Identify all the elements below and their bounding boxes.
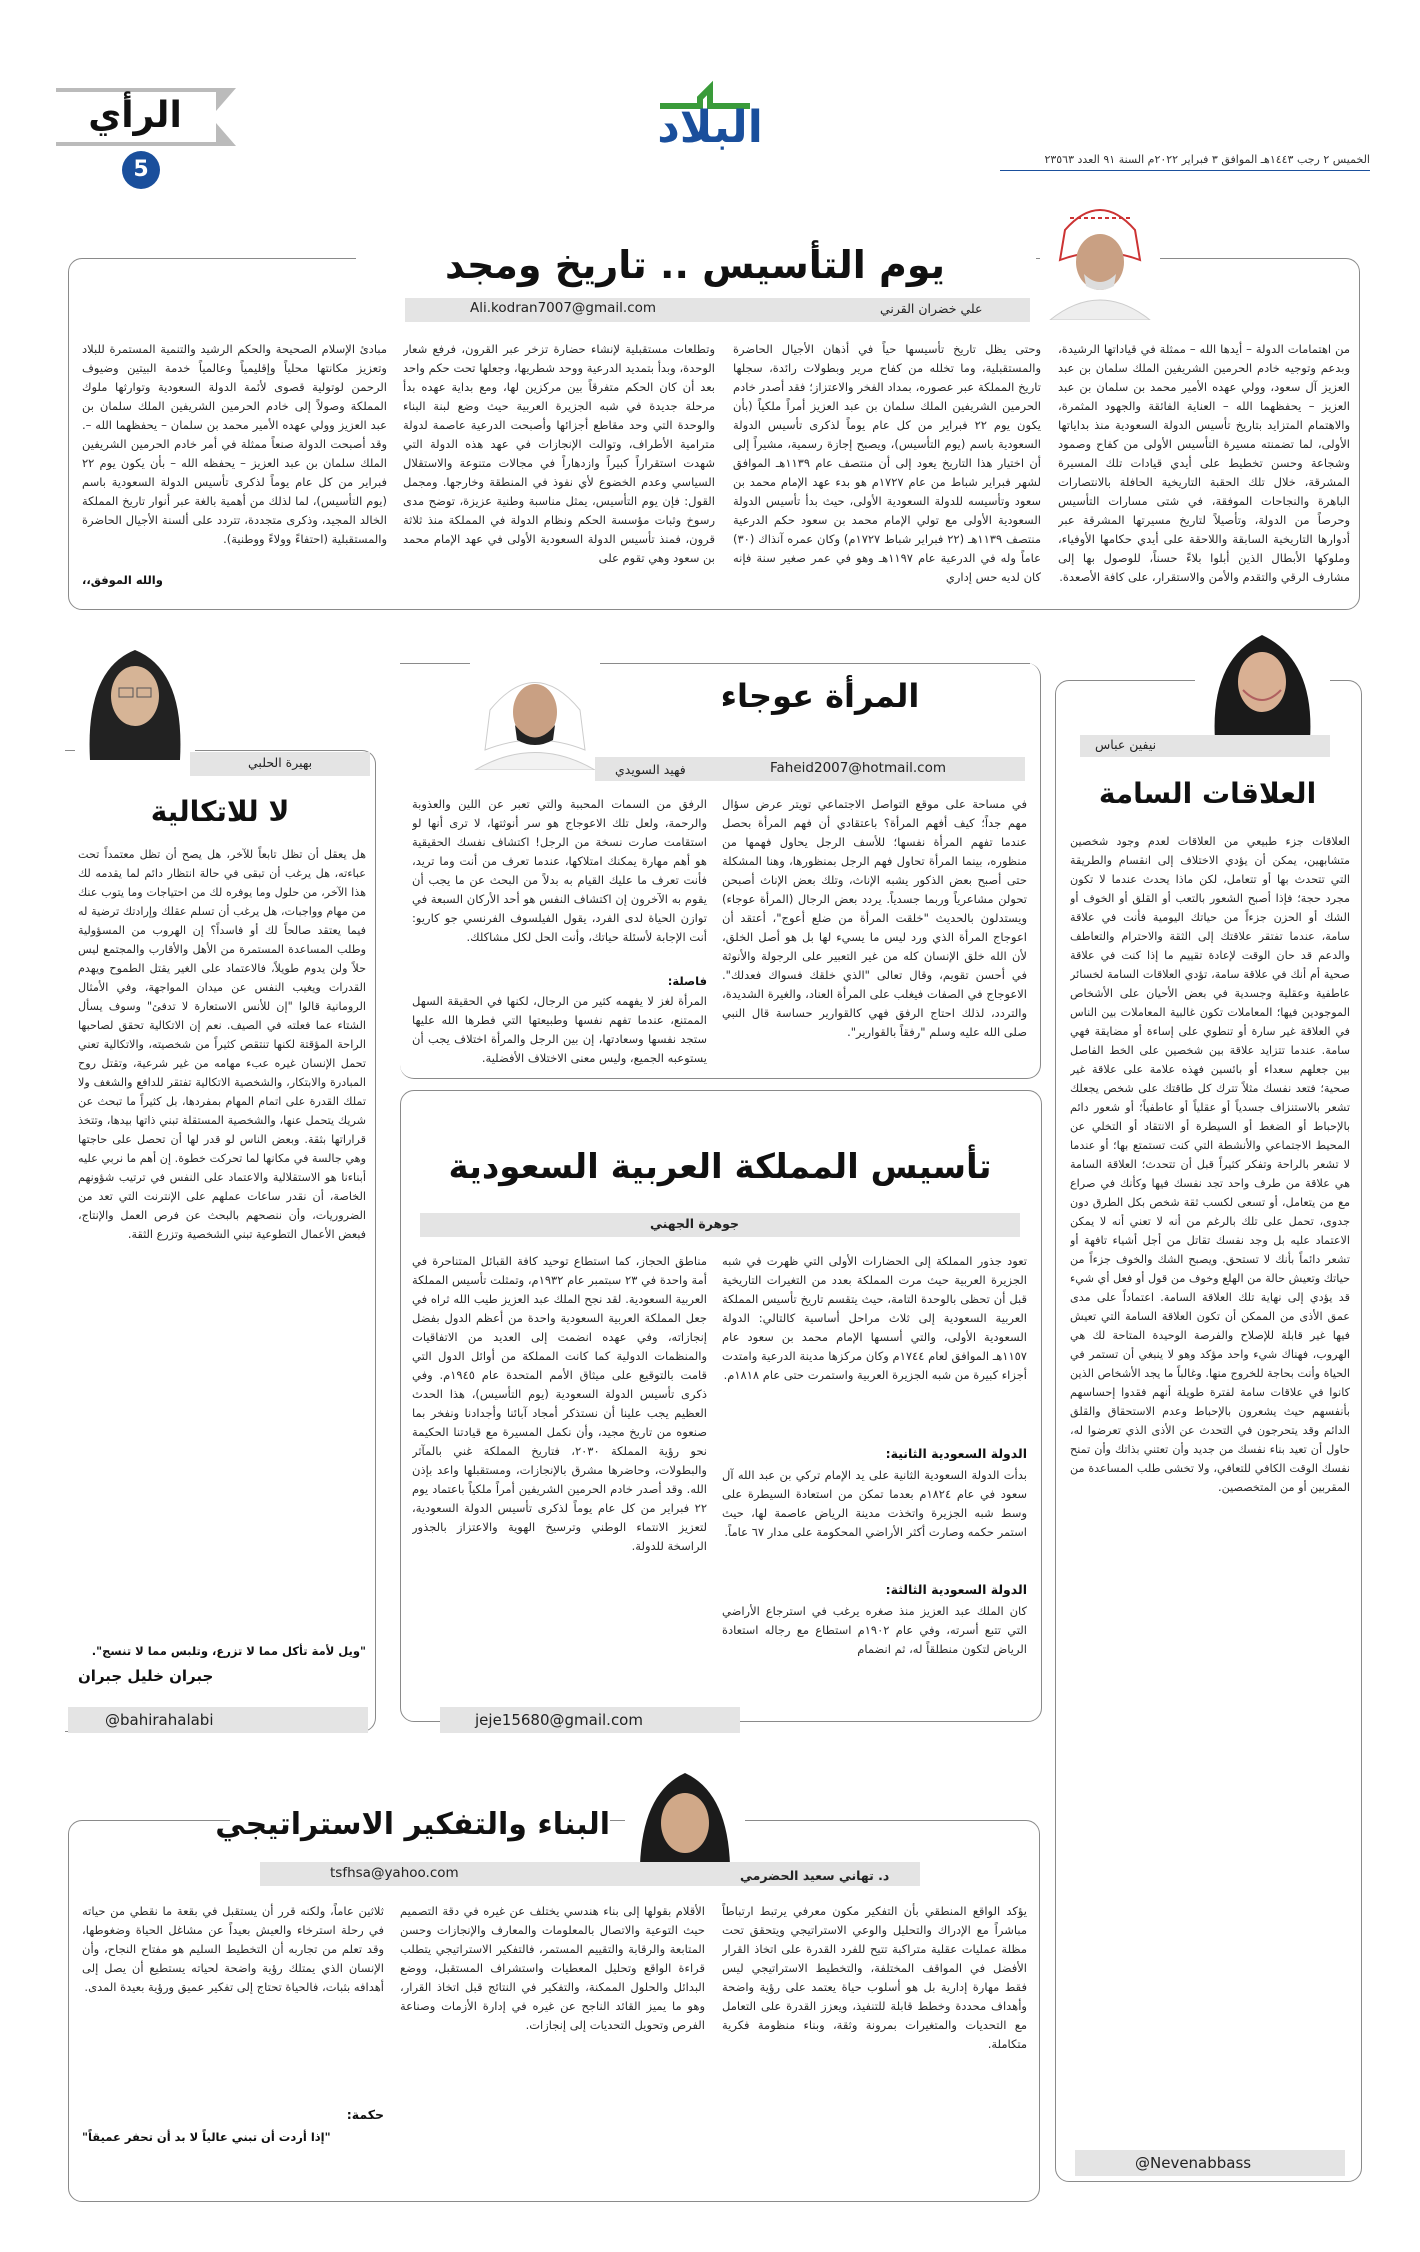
mid-sub-2: الدولة السعودية الثالثة: bbox=[885, 1582, 1027, 1597]
lead-email: Ali.kodran7007@gmail.com bbox=[470, 300, 657, 316]
center-col-1: في مساحة على موقع التواصل الاجتماعي تويتر عرض سؤال مهم جداً؛ كيف أفهم المرأة؟ باعتقادي أن فهم المرأة بحصل عندما تفهم المرأة نفسها؛ للأسف الرجل يحاول فهمها من منظوره، بينما المرأة تحاول فهم الرجل بمنظورها، وهنا المشكلة حتى أصبح بعض الذكور يشبه الإناث، وتلك بعض الإناث أصبحن تحولن مشاعرياً وربما جسدياً. يردد بعض الرجال (المرأة عوجاء) ويستدلون بالحديث "خلقت المرأة من ضلع أعوج"، أعتقد أن اعوجاج المرأة الذي ورد ليس ما يسيء لها بل هو أصل الخلق، لأن الله خلق الإنسان كله من غير التعبير على الرجولة والأنوثة في أحسن تقويم، وقال تعالى "الذي خلقك فسواك فعدلك". الاعوجاج في الصفات فيغلب على المرأة العناد، والغيرة الشديدة، والتردد، لذلك احتاج الرفق فهي كالقوارير حساسة قال النبي صلى الله عليه وسلم "رفقاً بالقوارير". bbox=[722, 797, 1027, 1039]
lead-closing: والله الموفق،، bbox=[82, 573, 163, 587]
lead-col-1: من اهتمامات الدولة – أيدها الله – ممثلة في قياداتها الرشيدة، وبدعم وتوجيه خادم الحرمين الشريفين الملك سلمان بن عبد العزيز آل سعود، وولي عهده الأمير محمد بن سلمان بن عبد العزيز – يحفظهما الله – العناية الفائقة والجهود المثمرة، والاهتمام المتزايد بتاريخ تأسيس الدولة السعودية منذ بداياتها الأولى، لما تضمنته مسيرة التأسيس الأولى من كفاح وصمود وشجاعة وحسن تخطيط على أيدي قيادات تلك المسيرة المشرقة، خلال تلك الحقبة التاريخية الحافلة بالانتصارات الباهرة والنجاحات الموفقة، في شتى مسارات التأسيس وحرصاً من الدولة، وتأصيلاً لتاريخ مسيرتها المشرقة عبر أدوارها التاريخية السابقة واللاحقة على أيدي حكامها الأوفياء، وملوكها الأبطال الذين أبلوا بلاءً حسناً، للوصول بها إلى مشارف الرقي والتقدم والأمن والاستقرار، على كافة الأصعدة. bbox=[1058, 342, 1350, 584]
mid-email: jeje15680@gmail.com bbox=[475, 1711, 643, 1729]
center-email: Faheid2007@hotmail.com bbox=[770, 760, 946, 776]
right-title: العلاقات السامة bbox=[1098, 777, 1317, 810]
center-title: المرأة عوجاء bbox=[720, 677, 920, 715]
left-handle: @bahirahalabi bbox=[105, 1711, 214, 1729]
bottom-quote: "إذا أردت أن تبني عالياً لا بد أن تحفر عميقاً" bbox=[82, 2130, 331, 2144]
left-author-photo bbox=[75, 630, 195, 760]
section-title: الرأي bbox=[88, 95, 182, 136]
center-col-2b: المرأة لغز لا يفهمه كثير من الرجال، لكنها في الحقيقة السهل الممتنع، عندما تفهم نفسها وطبيعتها التي فطرها الله عليها ستجد نفسها وسعادتها، إن بين الرجل والمرأة اختلاف يجب أن يستوعبه الجميع، وليس معنى الاختلاف الأفضلية. bbox=[412, 994, 707, 1065]
date-line: الخميس ٢ رجب ١٤٤٣هـ الموافق ٣ فبراير ٢٠٢٢م السنة ٩١ العدد ٢٣٥٦٣ bbox=[1044, 153, 1370, 166]
left-quote: "ويل لأمة تأكل مما لا تزرع، وتلبس مما لا تنسج". bbox=[91, 1644, 366, 1658]
left-body: هل يعقل أن تظل تابعاً للآخر، هل يصح أن تظل معتمداً تحت عباءته، هل يرغب أن تبقى في حالة انتظار دائم لما يقدمه لك هذا الآخر، من حلول وما يوفره لك من احتياجات وما يتوب عنك من مهام وواجبات، هل يرغب أن تسلم عقلك وإرادتك ترضية له فيما يعتقد صالحاً لك أو فاسداً؟ إن الهروب من المسؤولية وطلب المساعدة المستمرة من الأهل والأقارب والمجتمع ليس حلاً ولن يدوم طويلاً، فالاعتماد على الغير يقتل الطموح ويهدم القدرات ويغيب النفس عن ميدان المواجهة، وفي الأمثال الرومانية قالوا "إن للأنس الاستعارة لا تدفئ" وسوف يسأل الشتاء عما فعلته في الصيف. نعم إن الاتكالية تحقق لصاحبها الراحة المؤقتة لكنها تنتقص كثيراً من شخصيته، والاتكالية تعني تحمل الإنسان غيره عبء مهامه من غير شرعية، وتقتل روح المبادرة والابتكار، والشخصية الاتكالية تفتقر للدافع والشغف ولا تملك القدرة على اتمام المهام بمفردها، بل كثيراً ما تبحث عن شريك يتحمل عنها، والشخصية المستقلة تبني ذاتها بيدها، وتتخذ قراراتها بثقة. وبعض الناس لو قدر لها أن تحصل على حاجتها وهي جالسة في مكانها لما تحركت خطوة. إن أهم ما نربي عليه أبناءنا هو الاستقلالية والاعتماد على النفس في ترتيب شؤونهم الخاصة، أن نقدر ساعات عملهم على الإنترنت التي تعد من الضروريات، وأن ننصحهم بالبحث عن فرص العمل والإنتاج، فبعض الأعمال التطوعية تبني الشخصية وتزرع الثقة. bbox=[78, 848, 366, 1241]
mid-sub-1: الدولة السعودية الثانية: bbox=[885, 1446, 1027, 1461]
mid-author: جوهرة الجهني bbox=[650, 1216, 740, 1231]
page-number-badge: 5 bbox=[122, 151, 160, 189]
date-rule bbox=[1000, 170, 1370, 171]
lead-col-2: وحتى يظل تاريخ تأسيسها حياً في أذهان الأجيال الحاضرة والمستقبلية، وما تخلله من كفاح مرير وبطولات رائدة، سجلها تاريخ المملكة عبر عصوره، بمداد الفخر والاعتزاز؛ فقد أصدر خادم الحرمين الشريفين الملك سلمان بن عبد العزيز أمراً ملكياً (بأن يكون يوم ٢٢ فبراير من كل عام يوماً لذكرى تأسيس الدولة السعودية باسم (يوم التأسيس)، ويصبح إجازة رسمية، مشيراً إلى أن اختيار هذا التاريخ يعود إلى أن منتصف عام ١١٣٩هـ الموافق لشهر فبراير شباط من عام ١٧٢٧م هو بدء عهد الإمام محمد بن سعود وتأسيسه للدولة السعودية الأولى، حيث بدأ تأسيس الدولة السعودية الأولى مع تولي الإمام محمد بن سعود حكم الدرعية منتصف ١١٣٩هـ (٢٢ فبراير شباط ١٧٢٧م) وكان عمره آنذاك (٣٠) عاماً وله في الدرعية عام ١١٩٧هـ وهو في عمر صغير سنة فإنه كان لديه حس إداري bbox=[733, 342, 1041, 584]
lead-col-4: مبادئ الإسلام الصحيحة والحكم الرشيد والتنمية المستمرة للبلاد وتعزيز مكانتها محلياً وإقليمياً وعالمياً خدمة البيتين وضيوف الرحمن لوتولية قصوى لأئمة الدولة السعودية وتوارثها ملوك المملكة وصولاً إلى خادم الحرمين الشريفين الملك سلمان بن عبد العزيز وولي عهده الأمير محمد بن سلمان – يحفظهما الله –. وقد أصبحت الدولة صنعاً ممثلة في أمر خادم الحرمين الشريفين الملك سلمان بن عبد العزيز – يحفظه الله – بأن يكون يوم ٢٢ فبراير من كل عام يوماً لذكرى تأسيس الدولة السعودية باسم (يوم التأسيس)، لما لذلك من أهمية بالغة عبر أنوار تاريخ المملكة الخالد المجيد، وذكرى متجددة، تتردد على ألسنة الأجيال الحاضرة والمستقبلية (احتفاءً وولاءً ووطنية). bbox=[82, 342, 387, 546]
lead-author: علي خضران القرني bbox=[880, 301, 983, 316]
mid-col-1: تعود جذور المملكة إلى الحضارات الأولى التي ظهرت في شبه الجزيرة العربية حيث مرت المملكة بعدد من التغيرات التاريخية قبل أن تحظى بالوحدة التامة، حيث يتقسم تاريخ تأسيس المملكة العربية السعودية إلى ثلاث مراحل أساسية كالتالي: الدولة السعودية الأولى، والتي أسسها الإمام محمد بن سعود عام ١١٥٧هـ الموافق لعام ١٧٤٤م وكان مركزها مدينة الدرعية وامتدت أجزاء كبيرة من شبه الجزيرة العربية واستمرت حتى عام ١٨١٨م. bbox=[722, 1254, 1027, 1382]
bottom-sub-1: حكمة: bbox=[346, 2107, 384, 2122]
logo-text: البلاد bbox=[657, 102, 763, 150]
right-author-photo bbox=[1195, 620, 1330, 740]
mid-col-2: مناطق الحجاز، كما استطاع توحيد كافة القبائل المتناحرة في أمة واحدة في ٢٣ سبتمبر عام ١٩٣٢م، وتمثلت تأسيس المملكة العربية السعودية. لقد نجح الملك عبد العزيز طيب الله ثراه في جعل المملكة العربية السعودية واحدة من أعظم الدول بفضل إنجازاته، وفي عهده انضمت إلى العديد من الاتفاقيات والمنظمات الدولية كما كانت المملكة من أوائل الدول التي قامت بالتوقيع على ميثاق الأمم المتحدة عام ١٩٤٥م. وفي ذكرى تأسيس الدولة السعودية (يوم التأسيس)، هذا الحدث العظيم يجب علينا أن نستذكر أمجاد آبائنا وأجدادنا ونفخر بما صنعوه من تاريخ مجيد، وأن نكمل المسيرة مع قيادتنا الحكيمة نحو رؤية المملكة ٢٠٣٠، فتاريخ المملكة غني بالمآثر والبطولات، وحاضرها مشرق بالإنجازات، ومستقبلها واعد بإذن الله. وقد أصدر خادم الحرمين الشريفين أمراً ملكياً باعتماد يوم ٢٢ فبراير من كل عام يوماً لذكرى تأسيس الدولة السعودية، لتعزيز الانتماء الوطني وترسيخ الهوية والاعتزاز بالجذور الراسخة للدولة. bbox=[412, 1254, 707, 1553]
center-sub-1: فاصلة: bbox=[667, 974, 707, 988]
mid-col-1b: بدأت الدولة السعودية الثانية على يد الإمام تركي بن عبد الله آل سعود في عام ١٨٢٤م بعدما تمكن من استعادة السيطرة على وسط شبه الجزيرة واتخذت مدينة الرياض عاصمة لها، حيث استمر حكمه وصارت أكثر الأراضي المحكومة على مدار ٦٧ عاماً. bbox=[722, 1468, 1027, 1539]
bottom-title: البناء والتفكير الاستراتيجي bbox=[230, 1800, 610, 1850]
mid-title: تأسيس المملكة العربية السعودية bbox=[448, 1147, 992, 1187]
bottom-col-3: ثلاثين عاماً، ولكنه قرر أن يستقبل في بقعة ما نقطي من حياته في رحلة استرخاء والعيش بعيداً عن مشاغل الحياة وضغوطها، وقد تعلم من تجاربه أن التخطيط السليم هو مفتاح النجاح، وأن الإنسان الذي يمتلك رؤية واضحة لحياته يستطيع أن يصل إلى أهدافه بثبات، فالحياة تحتاج إلى تفكير عميق ورؤية بعيدة المدى. bbox=[82, 1904, 384, 1994]
center-author-photo bbox=[470, 650, 600, 770]
logo bbox=[640, 78, 780, 150]
left-author: بهيرة الحلبي bbox=[248, 755, 313, 770]
lead-author-photo bbox=[1040, 190, 1160, 320]
bottom-author: د. تهاني سعيد الحضرمي bbox=[740, 1868, 890, 1883]
right-handle: @Nevenabbass bbox=[1135, 2154, 1252, 2172]
left-quote-by: جبران خليل جبران bbox=[78, 1667, 214, 1685]
center-author: فهيد السويدي bbox=[615, 762, 686, 777]
bottom-col-1: يؤكد الواقع المنطقي بأن التفكير مكون معرفي يرتبط ارتباطاً مباشراً مع الإدراك والتحليل والوعي الاستراتيجي ويتحقق تحت مظلة عمليات عقلية متراكبة تتيح للفرد القدرة على اتخاذ القرار الأفضل في المواقف المختلفة، والتخطيط الاستراتيجي ليس فقط مهارة إدارية بل هو أسلوب حياة يعتمد على رؤية واضحة وأهداف محددة وخطط قابلة للتنفيذ، ويعزز القدرة على التعامل مع التحديات والمتغيرات بمرونة وثقة، وبناء منظومة فكرية متكاملة. bbox=[722, 1904, 1027, 2051]
bottom-email: tsfhsa@yahoo.com bbox=[330, 1865, 459, 1881]
right-body: العلاقات جزء طبيعي من العلاقات لعدم وجود شخصين متشابهين، يمكن أن يؤدي الاختلاف إلى انقسام والطريقة التي تتحدث بها أو تتعامل، لكن ماذا يحدث عندما لا تكون مجرد حجة؛ فإذا أصبح الشعور بالتعب أو القلق أو الخوف أو الشك أو الحزن جزءاً من حياتك اليومية فأنت في علاقة سامة، عندما تفتقر علاقتك إلى الثقة والاحترام والتعاطف والدعم قد حان الوقت لإعادة تقييم ما إذا كنت في علاقة صحية أم أنك في علاقة سامة، تؤدي العلاقات السامة لخسائر عاطفية وعقلية وجسدية في بعض الأحيان على الأشخاص الموجودين فيها؛ المعاملات تكون غالبية المعاملات بين الناس في العلاقة غير سارة أو تنطوي على إساءة أو مضايقة فهي سامة. عندما تتزايد علاقة بين شخصين على الخط الفاصل بين جعلهم سعداء أو بائسين فهذه علامة على علاقة غير صحية؛ فتعد نفسك مثلاً تترك كل طاقتك على شخص يجعلك تشعر بالاستنزاف جسدياً أو عقلياً أو عاطفياً؛ أو شعور دائم بالإحباط أو الضغط أو السيطرة أو الانتقاد أو التخلي عن المحيط الاجتماعي والأنشطة التي كنت تستمتع بها؛ أو عندما لا تشعر بالراحة وتفكر كثيراً قبل أن تتحدث؛ العلاقة السامة هي علاقة من طرف واحد تجد نفسك فيها وكأنك في صراع مع من يتعامل، أو تسعى لكسب ثقة شخص بكل الطرق دون جدوى، تحمل على تلك بالرغم من أنه لا تعني أنه لا يمكن الاعتماد عليه بل وجد نفسك تقاتل من أجل أشياء تافهة أو تشعر دائماً بأنك لا تستحق. ويصبح الشك والخوف جزءاً من حياتك وتعيش حالة من الهلع وخوف من قول أو فعل أي شيء قد يؤدي إلى نهاية تلك العلاقة السامة. اعتماداً على مدى عمق الأذى من الممكن أن تكون العلاقة السامة التي تعيش فيها غير قابلة للإصلاح والفرصة الوحيدة المتاحة لك هي الهروب، فهناك شيء واحد مؤكد وهو لا ينبغي أن تستمر في الحياة وأنت بحاجة للخروج منها. وغالباً ما يجد الأشخاص الذين كانوا في علاقات سامة لفترة طويلة أنهم فقدوا إحساسهم بأنفسهم حيث يشعرون بالإحباط وعدم الاستحقاق والقلق الدائم وقد يتحرجون في التحدث عن الأذى الذي تعرضوا له، حاول أن تعيد بناء نفسك من جديد وأن تعتني بذاتك وأن تمنح نفسك الوقت الكافي للتعافي، ولا تخشى طلب المساعدة من المقربين أو من المتخصصين. bbox=[1070, 835, 1350, 1494]
left-title: لا للاتكالية bbox=[150, 795, 290, 828]
lead-title: يوم التأسيس .. تاريخ ومجد bbox=[445, 243, 945, 287]
right-author: نيفين عباس bbox=[1095, 737, 1157, 752]
mid-col-1c: كان الملك عبد العزيز منذ صغره يرغب في استرجاع الأراضي التي تتبع أسرته، وفي عام ١٩٠٢م استطاع مع رجاله استعادة الرياض لتكون منطلقاً له، ثم انضمام bbox=[722, 1604, 1027, 1656]
bottom-col-2: الأقلام بقولها إلى بناء هندسي يختلف عن غيره في دقة التصميم حيث التوعية والاتصال بالمعلومات والمعارف والإنجازات وحسن المتابعة والرقابة والتقييم المستمر، فالتفكير الاستراتيجي يتطلب قراءة الواقع وتحليل المعطيات واستشراف المستقبل، ووضع البدائل والحلول الممكنة، والتفكير في النتائج قبل اتخاذ القرار، وهو ما يميز القائد الناجح عن غيره في إدارة الأزمات وصناعة الفرص وتحويل التحديات إلى إنجازات. bbox=[400, 1904, 705, 2032]
center-col-2: الرفق من السمات المحببة والتي تعبر عن اللين والعذوبة والرحمة، ولعل تلك الاعوجاج هو سر أنوثتها، لا ترى أنها لو استقامت صارت نسخة من الرجل! اكتشاف نفسك الحقيقية هو أهم مهارة يمكنك امتلاكها، عندما تعرف من أنت وما تريد، فأنت تعرف ما عليك القيام به بدلاً من البحث عن ما يجب أن يقوم به الآخرون إن اكتشاف النفس هو أحد الأركان السبعة في توازن الحياة لدى الفرد، يقول الفيلسوف الفرنسي جو كاريو: أنت الإجابة لأسئلة حياتك، وأنت الحل لكل مشاكلك. bbox=[412, 797, 707, 944]
lead-col-3: وتطلعات مستقبلية لإنشاء حضارة تزخر عبر القرون، فرفع شعار الوحدة، وبدأ بتمديد الدرعية ووحد شطريها، وجعلها تحت حكم واحد بعد أن كان الحكم متفرقاً بين مركزين لها، ومع بداية عهده بدأ مرحلة جديدة في شبه الجزيرة العربية حيث وضع لبنة البناء والوحدة التي وحد مقاطع أجزائها وأصبحت الدرعية عاصمة لدولة مترامية الأطراف، وتوالت الإنجازات في عهد هذه الدولة التي شهدت استقراراً كبيراً وازدهاراً في مجالات متنوعة والاستقلال السياسي وعدم الخضوع لأي نفوذ في المنطقة وخارجها. ومجمل القول: فإن يوم التأسيس، يمثل مناسبة وطنية عزيزة، توضح مدى رسوخ وثبات مؤسسة الحكم ونظام الدولة في المملكة منذ ثلاثة قرون، فمنذ تأسيس الدولة السعودية الأولى في عهد الإمام محمد بن سعود وهي تقوم على bbox=[403, 342, 715, 565]
